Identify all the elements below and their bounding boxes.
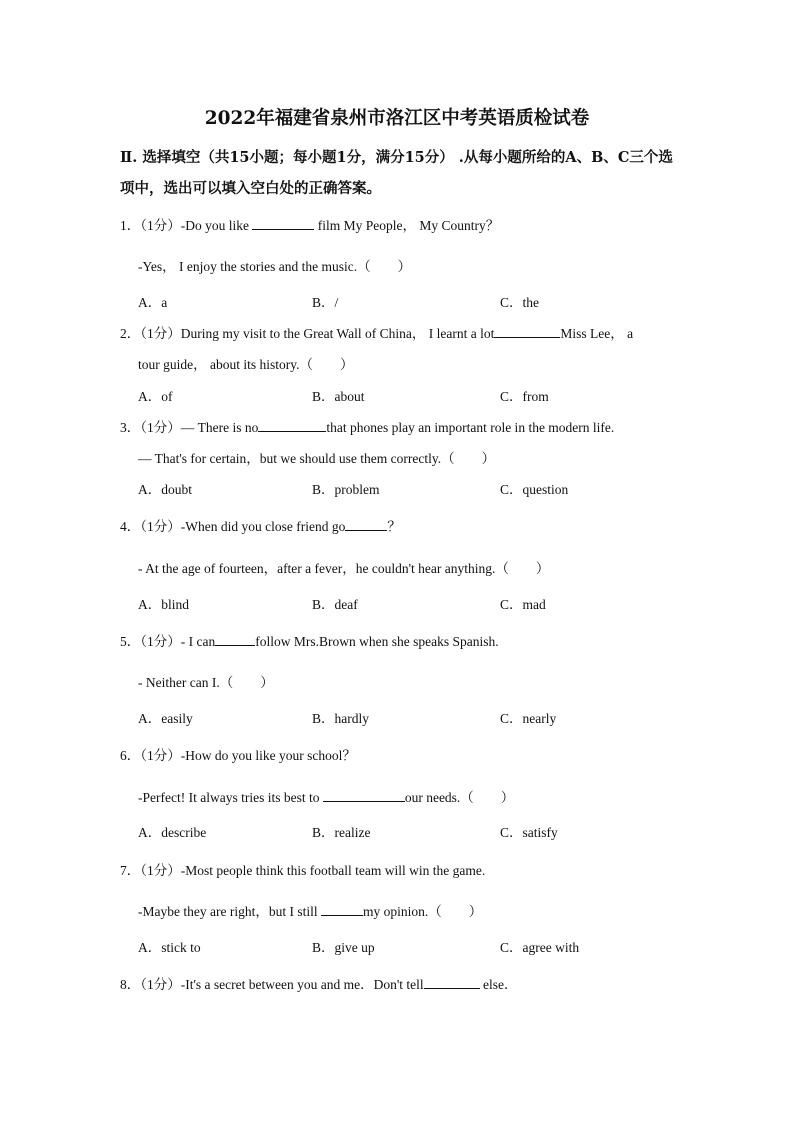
question-4-text-post: ？ [387, 519, 401, 534]
question-2-text-pre: 2．（1分）During my visit to the Great Wall of China， I learnt a lot [120, 326, 495, 341]
question-6-stem: 6．（1分）-How do you like your school？ [120, 748, 356, 763]
question-5-text-post: follow Mrs.Brown when she speaks Spanish. [255, 634, 499, 649]
question-5-option-c[interactable]: C．nearly [500, 711, 557, 726]
question-7-reply-post: my opinion.（ ） [362, 904, 483, 919]
question-7-option-b[interactable]: B．give up [312, 940, 375, 955]
answer-blank [321, 903, 363, 916]
question-3-option-a[interactable]: A．doubt [138, 482, 192, 497]
question-6-reply [138, 786, 514, 806]
question-2-stem-cont: tour guide， about its history.（ ） [138, 357, 354, 372]
question-6-reply-pre: -Perfect! It always tries its best to [138, 790, 323, 805]
question-1-stem [120, 214, 499, 234]
question-1-text-pre: 1．（1分）-Do you like [120, 218, 253, 233]
question-7-stem: 7．（1分）-Most people think this football team will win the game. [120, 863, 486, 878]
question-1-option-a[interactable]: A．a [138, 295, 168, 310]
question-7-reply [138, 900, 482, 920]
question-2-text-post: Miss Lee， a [560, 326, 634, 341]
answer-blank [494, 325, 560, 338]
question-8-stem [120, 973, 518, 993]
question-7-reply-pre: -Maybe they are right，but I still [138, 904, 321, 919]
question-1-text-post: film My People， My Country？ [314, 218, 500, 233]
question-3-option-b[interactable]: B．problem [312, 482, 380, 497]
answer-blank [424, 976, 480, 989]
question-4-text-pre: 4．（1分）-When did you close friend go [120, 519, 346, 534]
answer-blank [345, 518, 387, 531]
answer-blank [258, 419, 326, 432]
answer-blank [215, 633, 255, 646]
question-5-stem [120, 630, 499, 650]
question-2-option-c[interactable]: C．from [500, 389, 549, 404]
question-5-text-pre: 5．（1分）- I can [120, 634, 216, 649]
question-7-option-a[interactable]: A．stick to [138, 940, 201, 955]
question-1-option-b[interactable]: B．/ [312, 295, 339, 310]
question-2-option-a[interactable]: A．of [138, 389, 173, 404]
question-5-option-a[interactable]: A．easily [138, 711, 193, 726]
question-6-option-c[interactable]: C．satisfy [500, 825, 558, 840]
question-1-option-c[interactable]: C．the [500, 295, 539, 310]
question-4-option-a[interactable]: A．blind [138, 597, 190, 612]
question-3-stem [120, 416, 614, 436]
section-instructions-line1: Ⅱ. 选择填空（共15小题；每小题1分，满分15分） .从每小题所给的A、B、C三个选 [120, 149, 673, 166]
question-2-option-b[interactable]: B．about [312, 389, 365, 404]
section-instructions-line2: 项中，选出可以填入空白处的正确答案。 [120, 180, 381, 197]
question-3-text-post: that phones play an important role in the modern life. [326, 420, 615, 435]
question-6-option-a[interactable]: A．describe [138, 825, 207, 840]
question-7-option-c[interactable]: C．agree with [500, 940, 580, 955]
question-8-text-pre: 8．（1分）-It's a secret between you and me．Don't tell [120, 977, 424, 992]
question-3-text-pre: 3．（1分）— There is no [120, 420, 259, 435]
question-3-option-c[interactable]: C．question [500, 482, 569, 497]
question-6-reply-post: our needs.（ ） [404, 790, 515, 805]
question-3-reply: — That's for certain，but we should use them correctly.（ ） [138, 451, 496, 466]
page-title: 2022年福建省泉州市洛江区中考英语质检试卷 [204, 108, 590, 129]
question-4-option-b[interactable]: B．deaf [312, 597, 358, 612]
answer-blank [323, 789, 405, 802]
question-2-stem [120, 322, 633, 342]
answer-blank [252, 217, 314, 230]
question-4-option-c[interactable]: C．mad [500, 597, 546, 612]
question-4-stem [120, 515, 401, 535]
question-5-reply: - Neither can I.（ ） [138, 675, 274, 690]
question-6-option-b[interactable]: B．realize [312, 825, 371, 840]
question-5-option-b[interactable]: B．hardly [312, 711, 369, 726]
question-8-text-post: else． [479, 977, 518, 992]
question-1-reply: -Yes， I enjoy the stories and the music.（ ） [138, 259, 412, 274]
question-4-reply: - At the age of fourteen，after a fever，he couldn't hear anything.（ ） [138, 561, 550, 576]
